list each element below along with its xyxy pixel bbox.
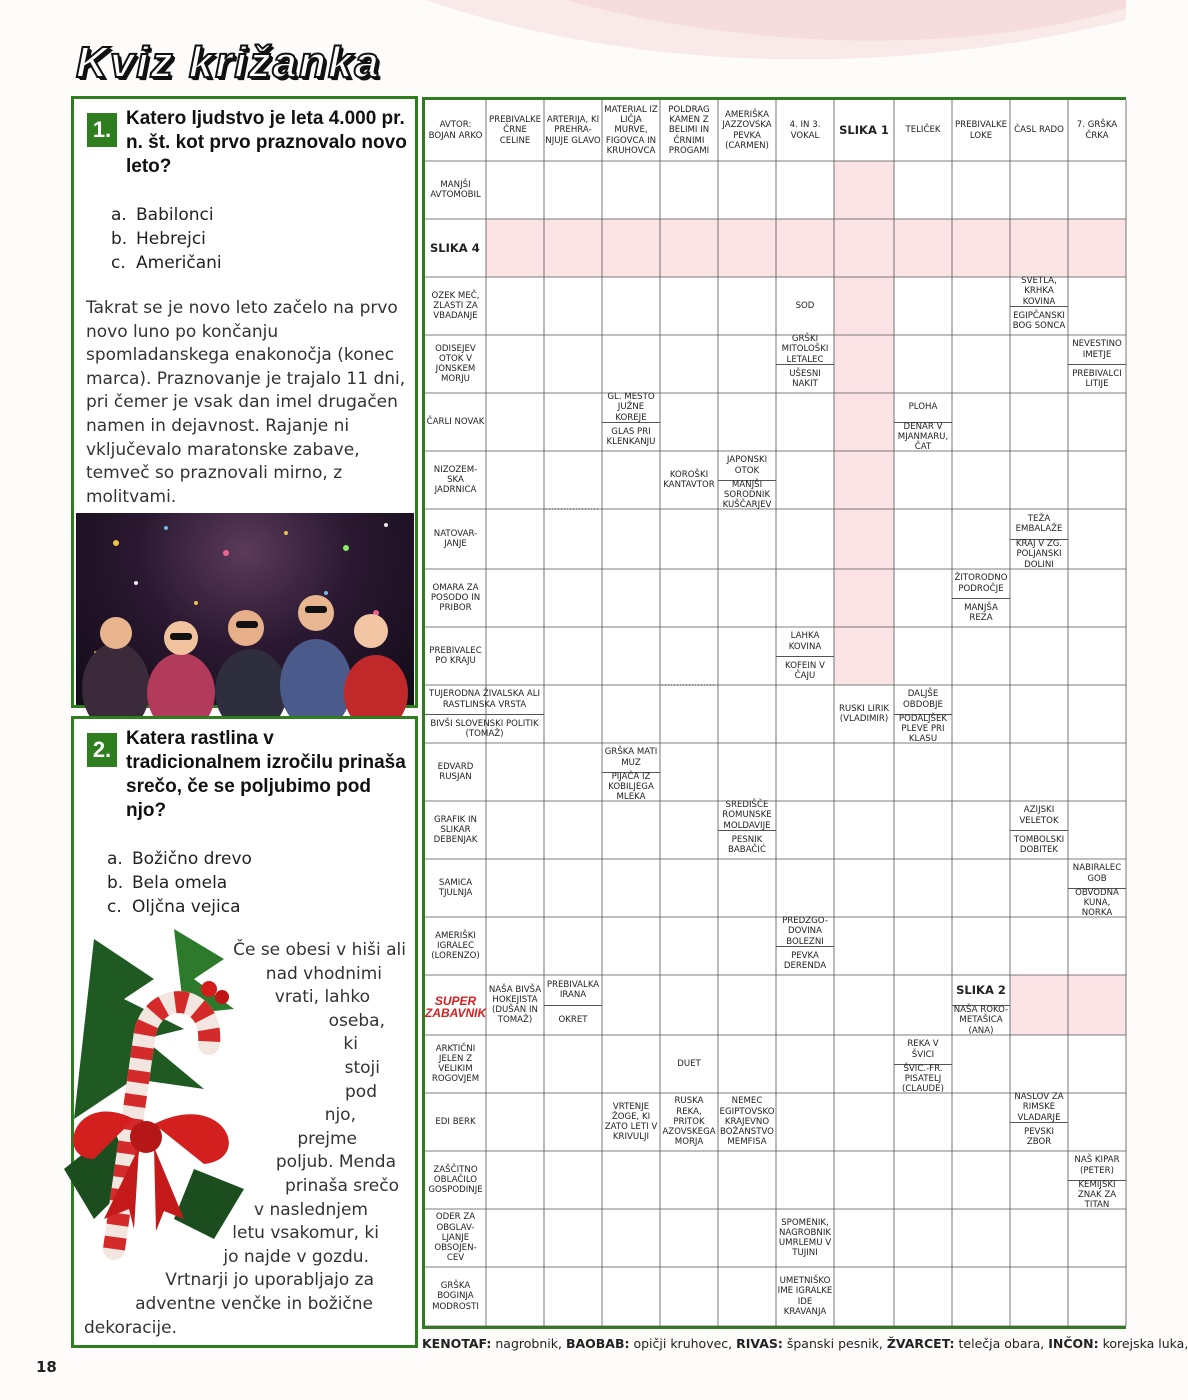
crossword-clue: SLIKA 2 <box>956 982 1006 997</box>
highlight-cell <box>834 277 894 335</box>
crossword-clue: AVTOR: BOJAN ARKO <box>428 120 483 141</box>
page-title: Kviz križanka <box>76 38 381 87</box>
question-1-box <box>71 96 418 708</box>
crossword-clue: GRŠKA MATI MUZ <box>604 747 658 768</box>
crossword-clue: PEVSKI ZBOR <box>1010 1122 1068 1151</box>
highlight-cell <box>834 161 894 219</box>
crossword-clue: JAPONSKI OTOK <box>726 455 768 476</box>
page-number: 18 <box>36 1358 57 1376</box>
crossword-clue: AMERIŠKA JAZZOVSKA PEVKA (CARMEN) <box>722 110 772 151</box>
highlight-cell <box>834 627 894 685</box>
crossword-clue: SAMICA TJULNJA <box>438 877 473 898</box>
highlight-cell <box>834 451 894 509</box>
crossword-clue: EDI BERK <box>435 1116 476 1127</box>
crossword-clue: DENAR V MJANMARU, ČAT <box>894 422 952 451</box>
crossword-clue: AMERIŠKI IGRALEC (LORENZO) <box>431 930 480 962</box>
party-photo <box>76 513 414 705</box>
footer-glossary: KENOTAF: nagrobnik, BAOBAB: opičji kruhovec, RIVAS: španski pesnik, ŽVARCET: telečja obara, INČON: korejska luka, <box>422 1336 1188 1351</box>
crossword-clue: NAŠA ROKO-METAŠICA (ANA) <box>953 1005 1009 1036</box>
highlight-cell <box>486 219 544 277</box>
crossword-clue: TEŽA EMBALAŽE <box>1015 513 1063 534</box>
option-c[interactable]: c. Oljčna vejica <box>107 897 241 917</box>
crossword-clue: AZIJSKI VELETOK <box>1019 805 1059 826</box>
highlight-cell <box>834 509 894 569</box>
crossword-clue: OKRET <box>544 1005 602 1035</box>
crossword-clue: PREBIVALKE ČRNE CELINE <box>488 115 542 146</box>
crossword-clue: NAŠ KIPAR (PETER) <box>1074 1155 1120 1176</box>
crossword-clue: GL. MESTO JUŽNE KOREJE <box>607 392 655 423</box>
crossword-clue: REKA V ŠVICI <box>907 1039 939 1060</box>
crossword-clue: BIVŠI SLOVENSKI POLITIK (TOMAŽ) <box>425 714 544 743</box>
highlight-cell <box>1068 975 1126 1035</box>
explanation-text: Če se obesi v hiši ali nad vhodnimi vrati, lahko oseba, ki stoji pod njo, prejme poljub. Menda prinaša srečo v naslednjem letu vsakomur, ki jo najde v gozdu. Vrtnarji jo uporabljajo za adventne venčke in božične dekoracije. <box>84 940 406 1338</box>
crossword-clue: NASLOV ZA RIMSKE VLADARJE <box>1014 1092 1064 1123</box>
crossword-clue: TELIČEK <box>905 125 941 136</box>
crossword-clue: ARTERIJA, KI PREHRA-NJUJE GLAVO <box>545 115 601 146</box>
crossword-clue: GRŠKA BOGINJA MODROSTI <box>432 1281 479 1312</box>
super-zabavnik-logo: SUPER ZABAVNIK <box>425 994 487 1020</box>
crossword-clue: KOROŠKI KANTAVTOR <box>663 469 715 490</box>
crossword-clue: NIZOZEM-SKA JADRNICA <box>433 464 478 496</box>
crossword-clue: ODISEJEV OTOK V JONSKEM MORJU <box>435 343 476 385</box>
crossword-clue: ČARLI NOVAK <box>426 416 485 427</box>
crossword-clue: NATOVAR-JANJE <box>433 528 478 549</box>
option-c[interactable]: c. Američani <box>111 253 222 273</box>
crossword-clue: RUSKA REKA, PRITOK AZOVSKEGA MORJA <box>662 1096 716 1148</box>
highlight-cell <box>834 335 894 393</box>
crossword-clue: KOFEIN V ČAJU <box>776 656 834 685</box>
option-a[interactable]: a. Božično drevo <box>107 849 252 869</box>
crossword-clue: VRTENJE ŽOGE, KI ZATO LETI V KRIVULJI <box>604 1101 658 1143</box>
crossword-clue: OZEK MEČ, ZLASTI ZA VBADANJE <box>431 290 480 322</box>
highlight-cell <box>1068 219 1126 277</box>
crossword-clue: SLIKA 1 <box>839 123 889 138</box>
crossword-clue: TOMBOLSKI DOBITEK <box>1010 830 1068 859</box>
crossword-clue: ŽITORODNO PODROČJE <box>954 573 1008 594</box>
crossword-clue: PREBIVALKA IRANA <box>546 979 600 1000</box>
crossword-clue: PREBIVALKE LOKE <box>954 120 1008 141</box>
crossword-clue: TUJERODNA ŽIVALSKA ALI RASTLINSKA VRSTA <box>428 689 541 710</box>
crossword-clue: EGIPČANSKI BOG SONCA <box>1010 306 1068 335</box>
crossword-clue: SPOMENIK, NAGROBNIK UMRLEMU V TUJINI <box>778 1217 832 1259</box>
highlight-cell <box>1010 219 1068 277</box>
confetti-people-illustration <box>76 513 414 705</box>
crossword-clue: GRAFIK IN SLIKAR DEBENJAK <box>433 814 478 846</box>
question-text: Katero ljudstvo je leta 4.000 pr. n. št. kot prvo praznovalo novo leto? <box>126 108 407 177</box>
crossword-clue: PODALJŠEK PLEVE PRI KLASU <box>894 714 952 743</box>
crossword-clue: GRŠKI MITOLOŠKI LETALEC <box>781 334 829 365</box>
crossword-clue: PIJAČA IZ KOBILJEGA MLEKA <box>602 772 660 801</box>
explanation-text: Takrat se je novo leto začelo na prvo novo luno po končanju spomladanskega enakonočja (konec marca). Praznovanje je trajalo 11 dni, pri čemer je vsak dan imel drugačen namen in dejavnost. Rajanje ni vključevalo maratonske zabave, temveč so praznovali mirno, z molitvami. <box>86 298 406 507</box>
option-b[interactable]: b. Bela omela <box>107 873 228 893</box>
crossword-clue: MANJŠA REZA <box>952 598 1010 627</box>
crossword-clue: NABIRALEC GOB <box>1072 863 1122 884</box>
crossword-clue: KRAJ V ZG. POLJANSKI DOLINI <box>1010 539 1068 569</box>
crossword-clue: NEVESTINO IMETJE <box>1072 339 1122 360</box>
crossword-clue: ODER ZA OBGLAV-LJANJE OBSOJEN-CEV <box>434 1212 477 1264</box>
decorative-swirl <box>366 0 1126 100</box>
crossword-clue: PEVKA DERENDA <box>776 946 834 975</box>
crossword-grid <box>422 97 1126 1329</box>
crossword-clue: PESNIK BABAČIĆ <box>718 830 776 859</box>
crossword-clue: KEMIJSKI ZNAK ZA TITAN <box>1068 1180 1126 1209</box>
highlight-cell <box>602 219 660 277</box>
crossword-clue: NAŠA BIVŠA HOKEJISTA (DUŠAN IN TOMAŽ) <box>488 984 542 1026</box>
highlight-cell <box>660 219 718 277</box>
crossword-clue: GLAS PRI KLENKANJU <box>602 422 660 451</box>
crossword-clue: OBVODNA KUNA, NORKA <box>1068 888 1126 917</box>
crossword-clue: DUET <box>677 1058 701 1069</box>
answer-options <box>111 203 222 275</box>
crossword-clue: PREDZGO-DOVINA BOLEZNI <box>782 916 828 947</box>
highlight-cell <box>834 569 894 627</box>
crossword-clue: ČASL RADO <box>1014 125 1064 136</box>
question-text: Katera rastlina v tradicionalnem izročilu prinaša srečo, če se poljubimo pod njo? <box>126 728 406 821</box>
highlight-cell <box>834 219 894 277</box>
highlight-cell <box>952 219 1010 277</box>
crossword-clue: SVETLA, KRHKA KOVINA <box>1021 276 1057 307</box>
highlight-cell <box>894 219 952 277</box>
crossword-clue: MATERIAL IZ LIČJA MURVE, FIGOVCA IN KRUHOVCA <box>604 104 658 156</box>
option-a[interactable]: a. Babilonci <box>111 205 214 225</box>
crossword-clue: EDVARD RUSJAN <box>437 761 474 782</box>
crossword-clue: ARKTIČNI JELEN Z VELIKIM ROGOVJEM <box>431 1043 480 1085</box>
crossword-clue: SOD <box>795 300 815 311</box>
crossword-clue: UŠESNI NAKIT <box>776 364 834 393</box>
option-b[interactable]: b. Hebrejci <box>111 229 206 249</box>
highlight-cell <box>834 393 894 451</box>
crossword-clue: 4. IN 3. VOKAL <box>789 120 821 141</box>
question-number: 2. <box>87 733 117 767</box>
highlight-cell <box>776 219 834 277</box>
crossword-clue: OMARA ZA POSODO IN PRIBOR <box>430 582 481 614</box>
crossword-clue: ZAŠČITNO OBLAČILO GOSPODINJE <box>428 1164 483 1196</box>
crossword-clue: PREBIVALCI LITIJE <box>1068 364 1126 393</box>
crossword-clue: NEMEC EGIPTOVSKO KRAJEVNO BOŽANSTVO MEMFISA <box>719 1096 775 1148</box>
crossword-clue: UMETNIŠKO IME IGRALKE IDE KRAVANJA <box>777 1276 833 1317</box>
crossword-clue: ŠVIC.-FR. PISATELJ (CLAUDE) <box>894 1064 952 1093</box>
crossword-clue: POLDRAG KAMEN Z BELIMI IN ČRNIMI PROGAMI <box>668 104 710 156</box>
crossword-clue: DALJŠE OBDOBJE <box>903 689 943 710</box>
crossword-clue: LAHKA KOVINA <box>788 631 822 652</box>
highlight-cell <box>1010 975 1068 1035</box>
crossword-clue: SREDIŠČE ROMUNSKE MOLDAVIJE <box>722 800 772 831</box>
crossword-clue: SLIKA 4 <box>430 240 480 255</box>
question-2-box <box>71 716 418 1348</box>
crossword-clue: MANJŠI AVTOMOBIL <box>430 179 481 200</box>
crossword-clue: PLOHA <box>908 402 938 413</box>
crossword-clue: RUSKI LIRIK (VLADIMIR) <box>838 703 890 724</box>
crossword-clue: MANJŠI SORODNIK KUŠČARJEV <box>718 480 776 509</box>
crossword-clue: PREBIVALEC PO KRAJU <box>429 645 482 666</box>
highlight-cell <box>718 219 776 277</box>
crossword-clue: 7. GRŠKA ČRKA <box>1076 120 1118 141</box>
highlight-cell <box>544 219 602 277</box>
answer-options <box>107 847 252 919</box>
question-number: 1. <box>87 113 117 147</box>
